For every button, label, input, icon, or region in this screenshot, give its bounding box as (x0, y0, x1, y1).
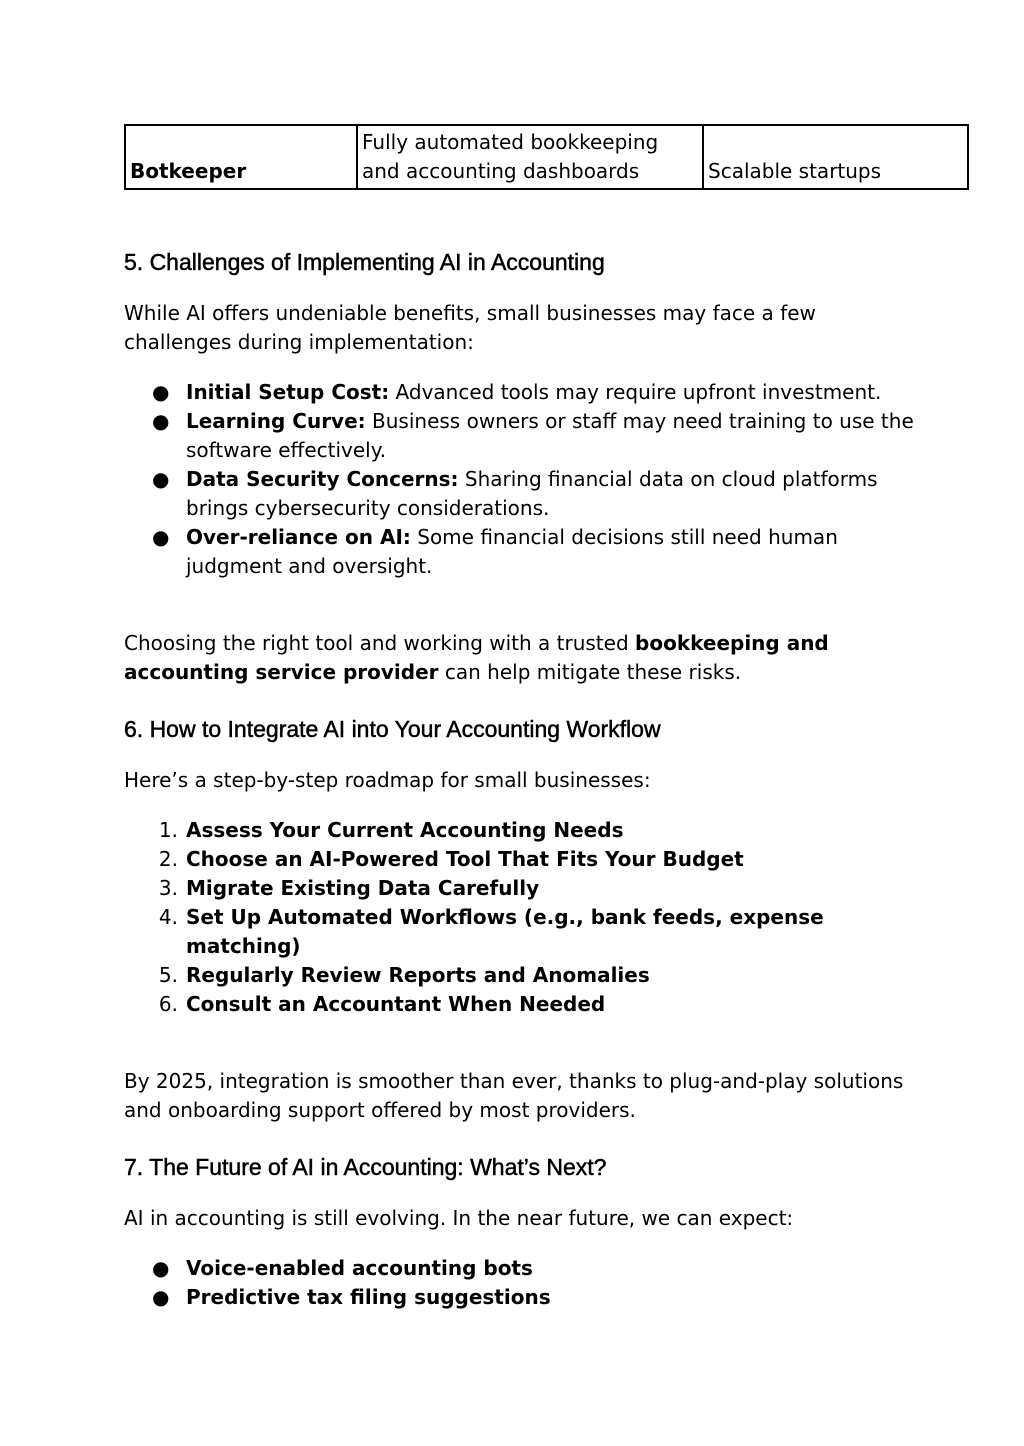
bullet-icon: ● (152, 409, 170, 433)
table-cell-features: Fully automated bookkeeping and accounting dashboards (357, 125, 703, 189)
list-item: 1. Assess Your Current Accounting Needs (124, 816, 924, 845)
list-item: 5. Regularly Review Reports and Anomalies (124, 961, 924, 990)
list-item: 2. Choose an AI-Powered Tool That Fits Your Budget (124, 845, 924, 874)
list-item: 3. Migrate Existing Data Carefully (124, 874, 924, 903)
section-5-heading: 5. Challenges of Implementing AI in Accounting (124, 249, 605, 275)
list-item: ● Predictive tax filing suggestions (124, 1283, 924, 1312)
table-cell-tool: Botkeeper (125, 125, 357, 189)
list-item: 6. Consult an Accountant When Needed (124, 990, 924, 1019)
section-6-heading: 6. How to Integrate AI into Your Accounting Workflow (124, 716, 661, 742)
step-number: 5. (158, 963, 178, 987)
list-item: ● Voice-enabled accounting bots (124, 1254, 924, 1283)
list-item: ● Learning Curve: Business owners or staff may need training to use the software effectively. (152, 409, 914, 462)
list-item: ● Over-reliance on AI: Some financial decisions still need human judgment and oversight. (152, 525, 838, 578)
step-number: 1. (158, 818, 178, 842)
section-7-intro: AI in accounting is still evolving. In the near future, we can expect: (124, 1206, 794, 1230)
step-number: 6. (158, 992, 178, 1016)
section-5-intro: While AI offers undeniable benefits, small businesses may face a few challenges during implementation: (124, 301, 816, 354)
future-list (124, 1254, 924, 1312)
section-5-closing: Choosing the right tool and working with a trusted bookkeeping and accounting service provider can help mitigate these risks. (124, 631, 829, 684)
list-item: ● Data Security Concerns: Sharing financial data on cloud platforms brings cybersecurity considerations. (152, 467, 878, 520)
bullet-icon: ● (152, 1256, 170, 1280)
step-number: 4. (158, 905, 178, 929)
list-item: 4. Set Up Automated Workflows (e.g., bank feeds, expense matching) (124, 903, 924, 961)
tools-table (124, 124, 969, 190)
roadmap-steps-list (124, 816, 924, 1019)
section-6-intro: Here’s a step-by-step roadmap for small businesses: (124, 768, 651, 792)
challenges-list (124, 378, 924, 581)
step-number: 3. (158, 876, 178, 900)
bullet-icon: ● (152, 467, 170, 491)
bullet-icon: ● (152, 525, 170, 549)
bullet-icon: ● (152, 1285, 170, 1309)
list-item: ● Initial Setup Cost: Advanced tools may require upfront investment. (124, 378, 924, 407)
section-6-closing: By 2025, integration is smoother than ever, thanks to plug-and-play solutions and onboarding support offered by most providers. (124, 1069, 904, 1122)
step-number: 2. (158, 847, 178, 871)
table-cell-best-for: Scalable startups (703, 125, 968, 189)
bullet-icon: ● (152, 380, 170, 404)
section-7-heading: 7. The Future of AI in Accounting: What’s Next? (124, 1154, 607, 1180)
table-row (125, 125, 968, 189)
